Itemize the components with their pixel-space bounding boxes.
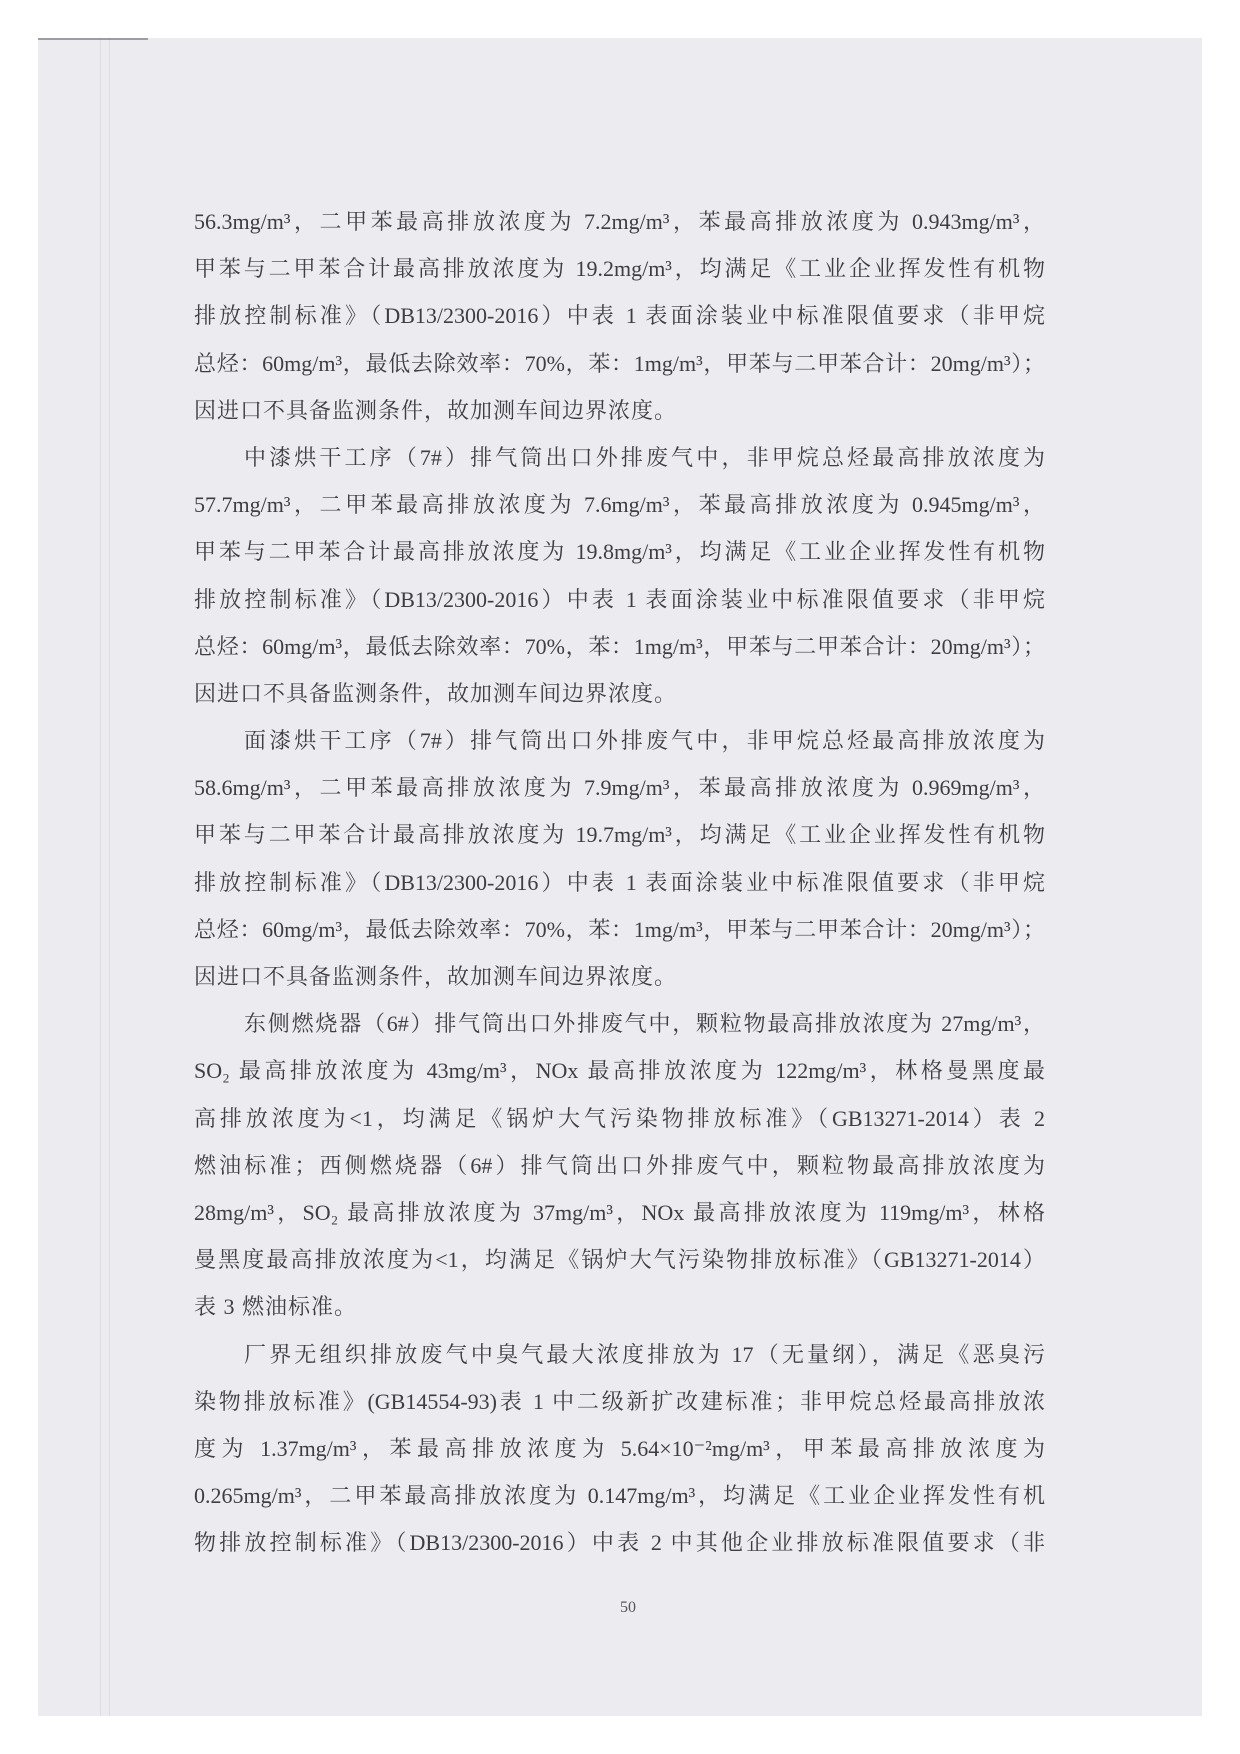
paragraph-fugitive-emissions [194,1331,1045,1567]
text-line: 染物排放标准》(GB14554-93)表 1 中二级新扩改建标准；非甲烷总烃最高排放浓 [194,1388,1045,1414]
text-line: 总烃：60mg/m³，最低去除效率：70%，苯：1mg/m³，甲苯与二甲苯合计：20mg/m³）； [194,633,1045,659]
paragraph-burners [194,1000,1045,1330]
text-line: SO₂ 最高排放浓度为 43mg/m³，NOx 最高排放浓度为 122mg/m³，林格曼黑度最 [194,1058,1045,1084]
page-number: 50 [620,1599,636,1616]
text-line: 总烃：60mg/m³，最低去除效率：70%，苯：1mg/m³，甲苯与二甲苯合计：20mg/m³）； [194,350,1045,376]
text-line: 因进口不具备监测条件，故加测车间边界浓度。 [194,964,678,989]
text-line: 曼黑度最高排放浓度为<1，均满足《锅炉大气污染物排放标准》（GB13271-2014） [194,1247,1045,1273]
body-text [194,198,1045,1566]
scan-artifact-line [100,38,101,1716]
text-line: 58.6mg/m³，二甲苯最高排放浓度为 7.9mg/m³，苯最高排放浓度为 0.969mg/m³， [194,775,1045,801]
paragraph-topcoat-drying [194,717,1045,1000]
scan-edge [38,38,148,40]
text-line: 28mg/m³，SO₂ 最高排放浓度为 37mg/m³，NOx 最高排放浓度为 119mg/m³，林格 [194,1199,1045,1225]
text-line: 因进口不具备监测条件，故加测车间边界浓度。 [194,397,678,423]
text-line: 排放控制标准》（DB13/2300-2016）中表 1 表面涂装业中标准限值要求（非甲烷 [194,586,1045,612]
scan-artifact-line [109,38,110,1716]
text-line: 度为 1.37mg/m³，苯最高排放浓度为 5.64×10⁻²mg/m³，甲苯最高排放浓度为 [194,1435,1045,1461]
text-line: 厂界无组织排放废气中臭气最大浓度排放为 17（无量纲），满足《恶臭污 [244,1341,1045,1367]
text-line: 面漆烘干工序（7#）排气筒出口外排废气中，非甲烷总烃最高排放浓度为 [244,728,1045,754]
text-line: 甲苯与二甲苯合计最高排放浓度为 19.2mg/m³，均满足《工业企业挥发性有机物 [194,256,1045,282]
paragraph-primer-drying [194,434,1045,717]
text-line: 56.3mg/m³，二甲苯最高排放浓度为 7.2mg/m³，苯最高排放浓度为 0.943mg/m³， [194,209,1045,234]
text-line: 表 3 燃油标准。 [194,1294,358,1320]
paragraph-voc-continuation [194,198,1045,434]
text-line: 中漆烘干工序（7#）排气筒出口外排废气中，非甲烷总烃最高排放浓度为 [244,444,1045,470]
text-line: 甲苯与二甲苯合计最高排放浓度为 19.8mg/m³，均满足《工业企业挥发性有机物 [194,539,1045,565]
text-line: 排放控制标准》（DB13/2300-2016）中表 1 表面涂装业中标准限值要求（非甲烷 [194,869,1045,895]
text-line: 57.7mg/m³，二甲苯最高排放浓度为 7.6mg/m³，苯最高排放浓度为 0.945mg/m³， [194,492,1045,518]
text-line: 东侧燃烧器（6#）排气筒出口外排废气中，颗粒物最高排放浓度为 27mg/m³， [244,1011,1045,1037]
text-line: 0.265mg/m³，二甲苯最高排放浓度为 0.147mg/m³，均满足《工业企业挥发性有机 [194,1483,1045,1509]
text-line: 燃油标准；西侧燃烧器（6#）排气筒出口外排废气中，颗粒物最高排放浓度为 [194,1152,1045,1178]
text-line: 排放控制标准》（DB13/2300-2016）中表 1 表面涂装业中标准限值要求（非甲烷 [194,303,1045,329]
text-line: 甲苯与二甲苯合计最高排放浓度为 19.7mg/m³，均满足《工业企业挥发性有机物 [194,822,1045,848]
text-line: 物排放控制标准》（DB13/2300-2016）中表 2 中其他企业排放标准限值要求（非 [194,1530,1045,1556]
text-line: 因进口不具备监测条件，故加测车间边界浓度。 [194,680,678,706]
text-line: 高排放浓度为<1，均满足《锅炉大气污染物排放标准》（GB13271-2014）表 2 [194,1105,1045,1131]
text-line: 总烃：60mg/m³，最低去除效率：70%，苯：1mg/m³，甲苯与二甲苯合计：20mg/m³）； [194,916,1045,942]
